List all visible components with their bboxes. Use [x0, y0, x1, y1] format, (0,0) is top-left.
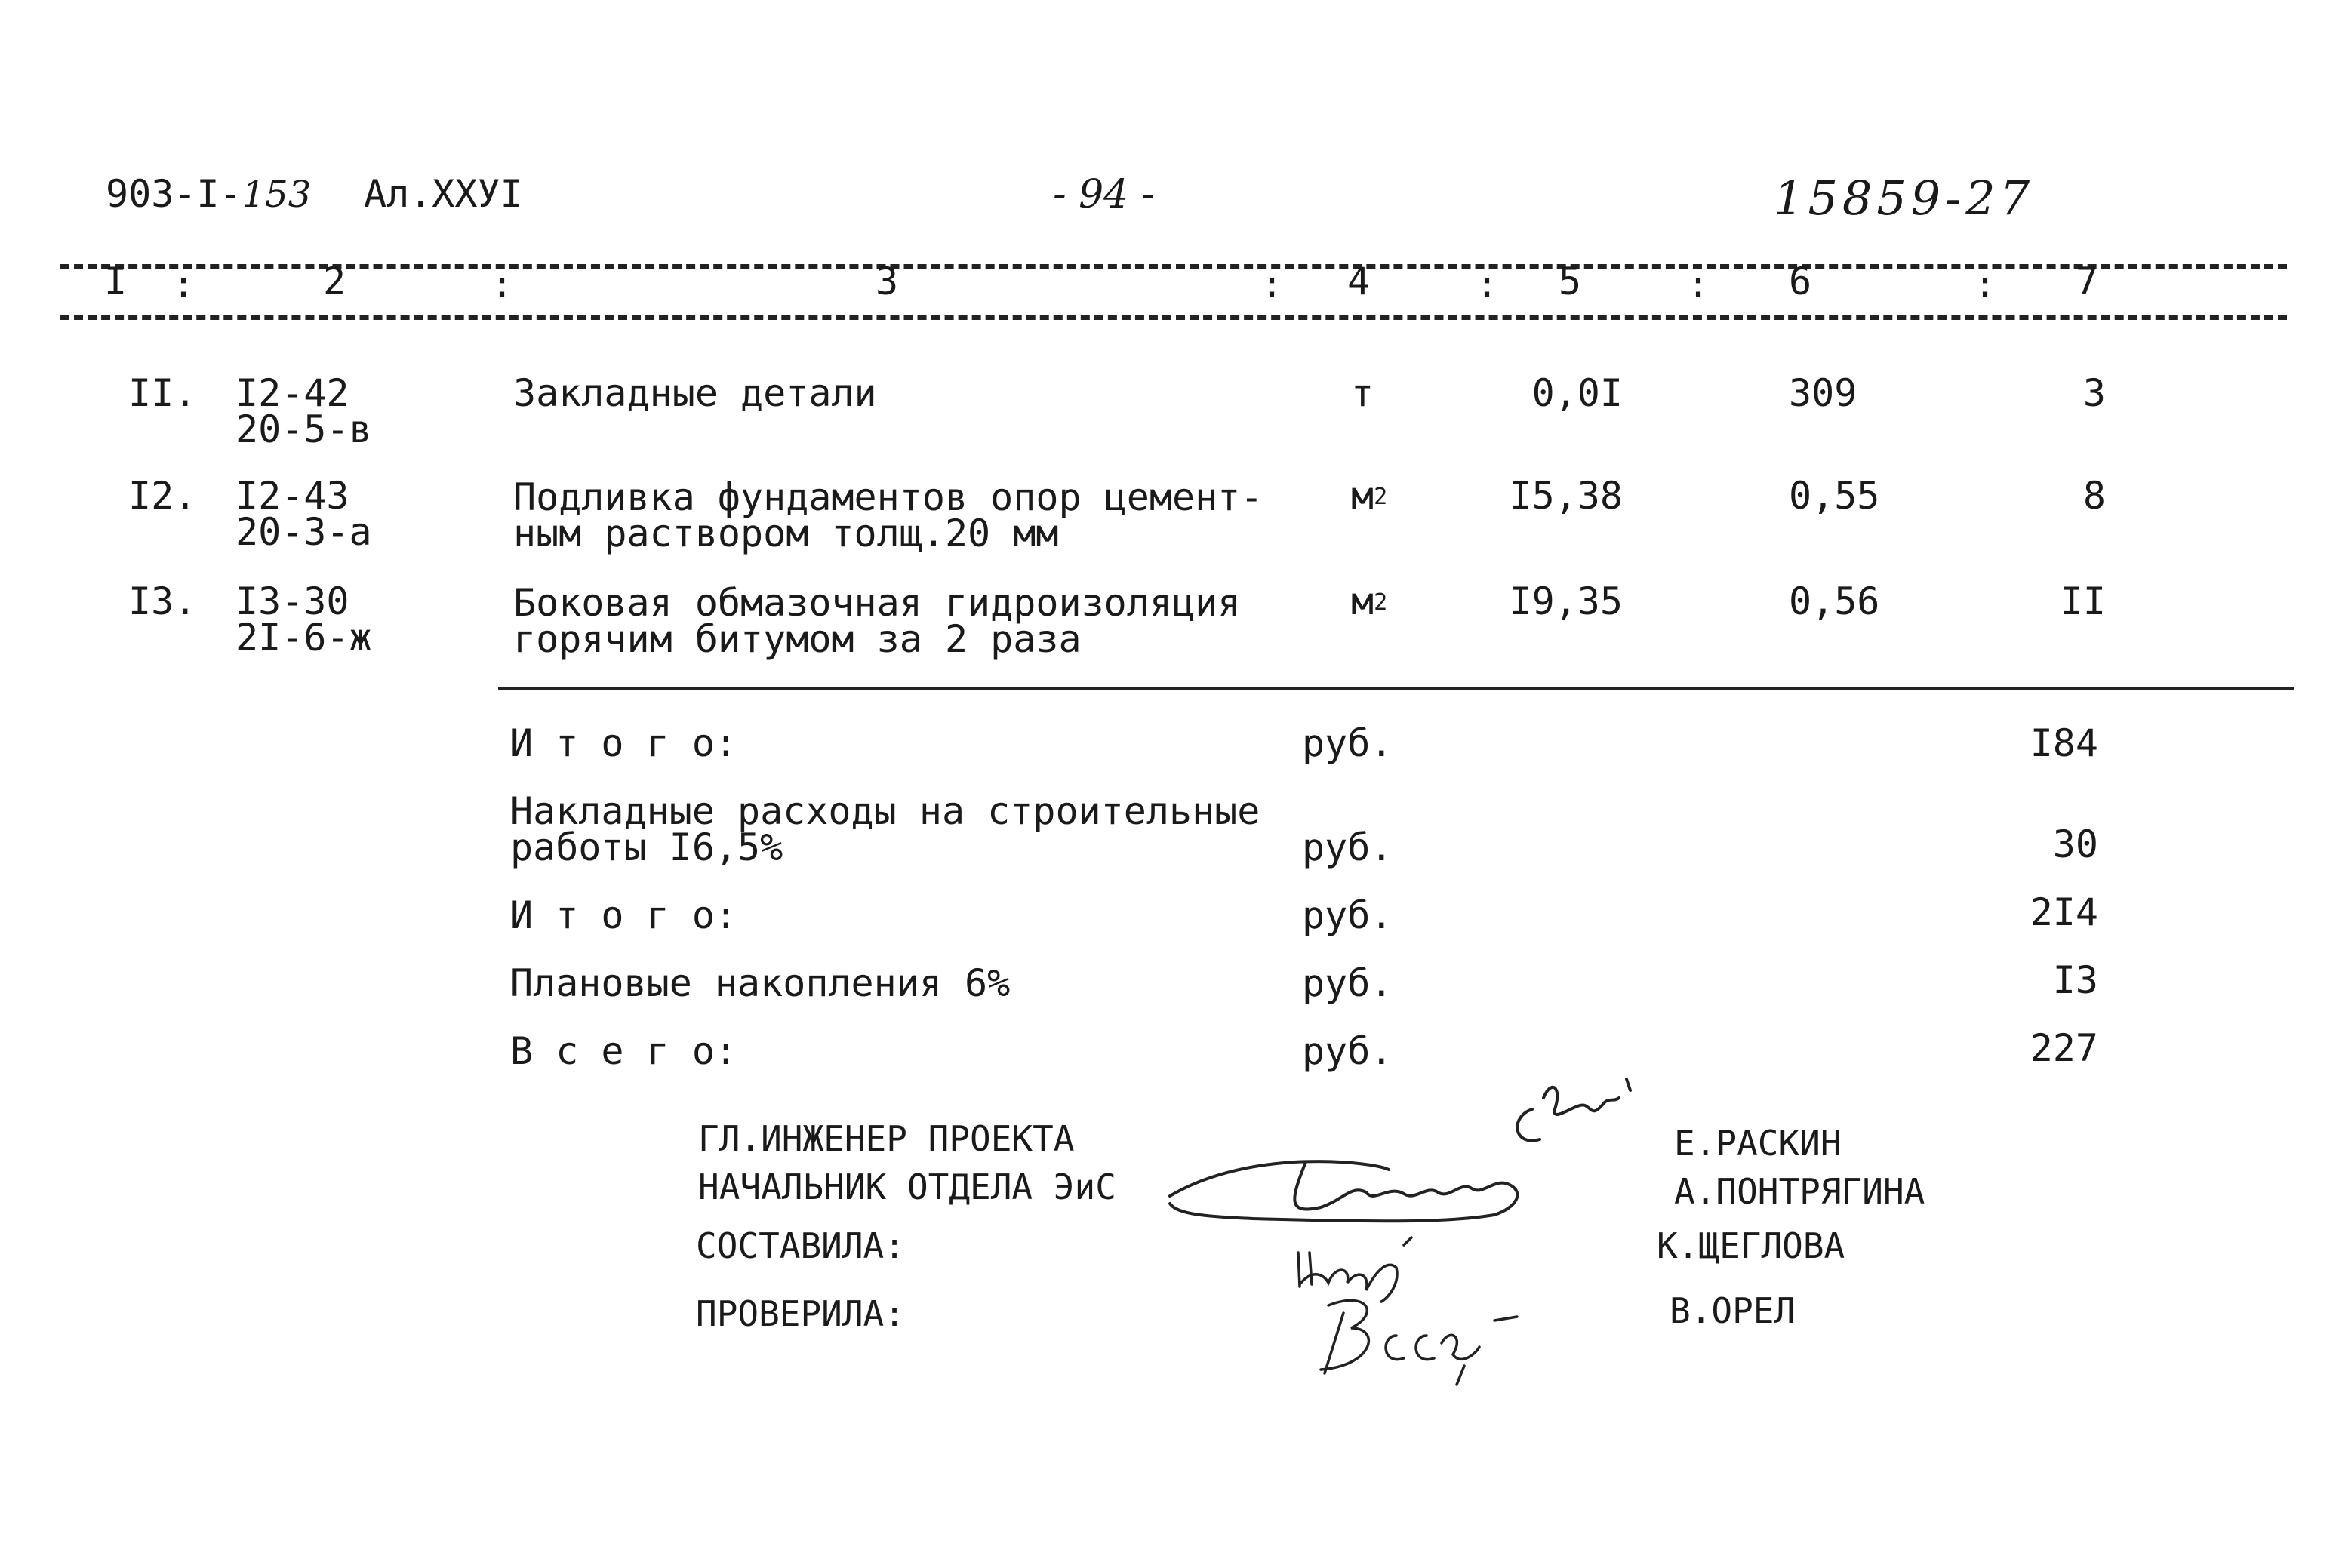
summary-label: Накладные расходы на строительные	[510, 789, 1260, 833]
unit-superscript: 2	[1374, 589, 1388, 616]
work-description: Подливка фундаментов опор цемент-	[513, 475, 1263, 519]
signatory-role: СОСТАВИЛА:	[696, 1225, 905, 1266]
work-description: Боковая обмазочная гидроизоляция	[513, 581, 1241, 625]
document-code-handwritten: 153	[242, 174, 312, 216]
column-separator: :	[1974, 263, 1997, 306]
unit	[1351, 371, 1374, 415]
signatory-role: ПРОВЕРИЛА:	[696, 1293, 905, 1334]
summary-unit: руб.	[1302, 893, 1393, 937]
summary-unit: руб.	[1302, 826, 1393, 869]
unit-price: 0,56	[1789, 580, 1880, 623]
signatory-role: НАЧАЛЬНИК ОТДЕЛА ЭиС	[698, 1167, 1116, 1207]
summary-label: И т о г о:	[510, 893, 738, 937]
quantity: I5,38	[1509, 474, 1623, 518]
summary-label: Плановые накопления 6%	[510, 961, 1011, 1005]
summary-value: 227	[2030, 1026, 2098, 1070]
norm-code: I2-42	[235, 371, 349, 415]
norm-code: I3-30	[235, 580, 349, 623]
norm-code: I2-43	[235, 474, 349, 518]
totals-divider-line	[498, 687, 2294, 690]
column-header-2: 2	[323, 260, 346, 303]
summary-value: 30	[2052, 822, 2098, 866]
unit	[1351, 474, 1388, 518]
unit-text: м	[1351, 580, 1374, 623]
column-separator: :	[491, 263, 514, 306]
work-description-continued: ным раствором толщ.20 мм	[513, 512, 1059, 555]
column-header-7: 7	[2076, 260, 2099, 303]
column-separator: :	[1476, 263, 1499, 306]
quantity: 0,0I	[1531, 371, 1623, 415]
inventory-number: 15859-27	[1774, 171, 2035, 226]
album-number: Ал.XXУI	[364, 172, 523, 216]
signature-checker	[1298, 1283, 1547, 1396]
signatory-name: К.ЩЕГЛОВА	[1657, 1225, 1845, 1266]
column-separator: :	[1687, 263, 1710, 306]
summary-value: 2I4	[2030, 890, 2098, 934]
column-separator: :	[1260, 263, 1284, 306]
signatory-name: А.ПОНТРЯГИНА	[1674, 1171, 1925, 1212]
row-number: I3.	[128, 580, 197, 623]
signatory-role: ГЛ.ИНЖЕНЕР ПРОЕКТА	[698, 1118, 1075, 1159]
unit-text: т	[1351, 371, 1374, 415]
header-top-dashed-line	[60, 264, 2287, 269]
work-description: Закладные детали	[513, 371, 877, 415]
summary-label: И т о г о:	[510, 721, 738, 765]
price-ref: 20-3-а	[235, 510, 372, 554]
document-code	[106, 172, 312, 216]
total-cost: 3	[2082, 371, 2106, 415]
signatory-name: В.ОРЕЛ	[1670, 1290, 1796, 1331]
column-header-1: I	[104, 260, 128, 303]
summary-label: В с е г о:	[510, 1029, 738, 1073]
summary-unit: руб.	[1302, 961, 1393, 1005]
summary-label-continued: работы I6,5%	[510, 826, 783, 869]
total-cost: II	[2060, 580, 2106, 623]
summary-value: I3	[2052, 958, 2098, 1002]
document-code-prefix: 903-I-	[106, 172, 242, 216]
signatory-name: Е.РАСКИН	[1674, 1123, 1842, 1164]
price-ref: 20-5-в	[235, 407, 372, 451]
unit-text: м	[1351, 474, 1374, 518]
unit-price: 0,55	[1789, 474, 1880, 518]
page-number: - 94 -	[1053, 172, 1155, 217]
unit	[1351, 580, 1388, 623]
row-number: II.	[128, 371, 197, 415]
total-cost: 8	[2082, 474, 2106, 518]
column-header-6: 6	[1789, 260, 1812, 303]
column-header-4: 4	[1347, 260, 1371, 303]
summary-unit: руб.	[1302, 721, 1393, 765]
unit-price: 309	[1789, 371, 1857, 415]
price-ref: 2I-6-ж	[235, 616, 372, 659]
summary-unit: руб.	[1302, 1029, 1393, 1073]
summary-value: I84	[2030, 721, 2098, 765]
work-description-continued: горячим битумом за 2 раза	[513, 617, 1082, 661]
row-number: I2.	[128, 474, 197, 518]
quantity: I9,35	[1509, 580, 1623, 623]
unit-superscript: 2	[1374, 484, 1388, 510]
column-header-3: 3	[876, 260, 899, 303]
column-header-5: 5	[1559, 260, 1582, 303]
header-bottom-dashed-line	[60, 315, 2287, 320]
column-separator: :	[172, 263, 195, 306]
